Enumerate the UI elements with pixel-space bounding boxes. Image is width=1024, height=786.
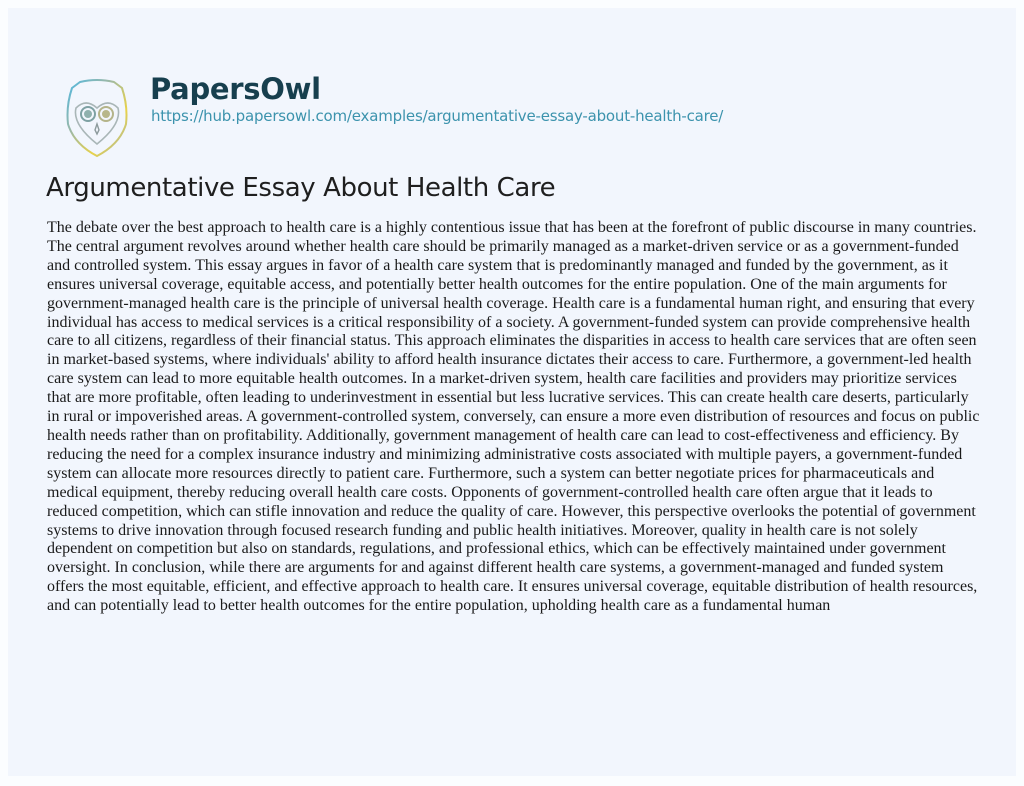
essay-body: The debate over the best approach to health care is a highly contentious issue that has been at the forefront of public discourse in many countries. The central argument revolves around whether health care should be primarily managed as a market-driven service or as a government-funded and controlled system. This essay argues in favor of a health care system that is predominantly managed and funded by the government, as it ensures universal coverage, equitable access, and potentially better health outcomes for the entire population. One of the main arguments for government-managed health care is the principle of universal health coverage. Health care is a fundamental human right, and ensuring that every individual has access to medical services is a critical responsibility of a society. A government-funded system can provide comprehensive health care to all citizens, regardless of their financial status. This approach eliminates the disparities in access to health care services that are often seen in market-based systems, where individuals' ability to afford health insurance dictates their access to care. Furthermore, a government-led health care system can lead to more equitable health outcomes. In a market-driven system, health care facilities and providers may prioritize services that are more profitable, often leading to underinvestment in essential but less lucrative services. This can create health care deserts, particularly in rural or impoverished areas. A government-controlled system, conversely, can ensure a more even distribution of resources and focus on public health needs rather than on profitability. Additionally, government management of health care can lead to cost-effectiveness and efficiency. By reducing the need for a complex insurance industry and minimizing administrative costs associated with multiple payers, a government-funded system can allocate more resources directly to patient care. Furthermore, such a system can better negotiate prices for pharmaceuticals and medical equipment, thereby reducing overall health care costs. Opponents of government-controlled health care often argue that it leads to reduced competition, which can stifle innovation and reduce the quality of care. However, this perspective overlooks the potential of government systems to drive innovation through focused research funding and public health initiatives. Moreover, quality in health care is not solely dependent on competition but also on standards, regulations, and professional ethics, which can be effectively maintained under government oversight. In conclusion, while there are arguments for and against different health care systems, a government-managed and funded system offers the most equitable, efficient, and effective approach to health care. It ensures universal coverage, equitable distribution of health resources, and can potentially lead to better health outcomes for the entire population, upholding health care as a fundamental human — [47, 219, 980, 615]
brand-name: PapersOwl — [150, 72, 321, 106]
owl-logo-icon — [62, 78, 132, 158]
source-url-link[interactable]: https://hub.papersowl.com/examples/argumentative-essay-about-health-care/ — [151, 107, 724, 125]
essay-card — [8, 8, 1016, 776]
essay-title: Argumentative Essay About Health Care — [46, 173, 556, 203]
